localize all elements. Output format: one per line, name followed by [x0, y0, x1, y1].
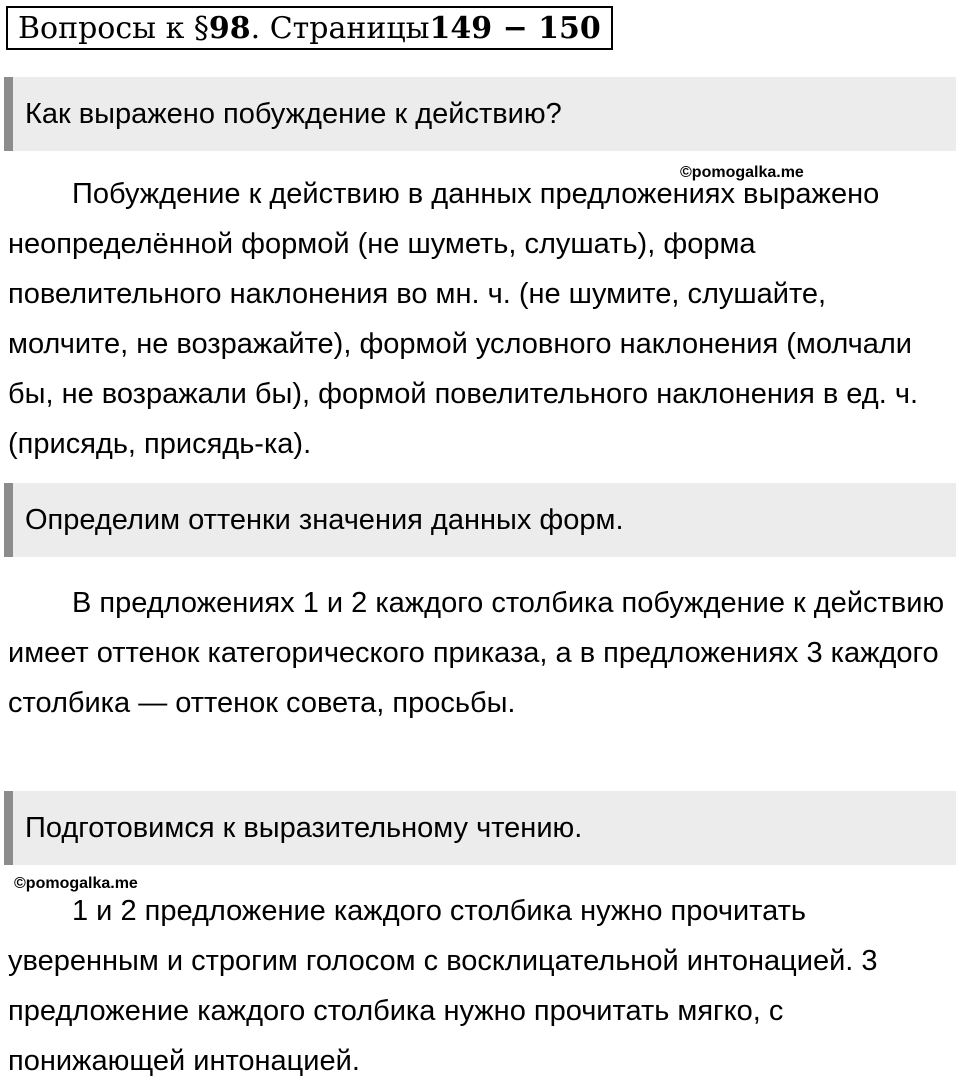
title-middle: . Страницы — [250, 10, 430, 46]
answer-text-2: В предложениях 1 и 2 каждого столбика побуждение к действию имеет оттенок категорического приказа, а в предложениях 3 каждого столбика — оттенок совета, просьбы. — [8, 587, 945, 719]
watermark-bottom: ©pomogalka.me — [14, 875, 138, 892]
answer-text-1: Побуждение к действию в данных предложениях выражено неопределённой формой (не шуметь, слушать), форма повелительного наклонения во мн. ч. (не шумите, слушайте, молчите, не возражайте), формой условного наклонения (молчали бы, не возражали бы), формой повелительного наклонения в ед. ч. (присядь, присядь-ка). — [8, 178, 919, 460]
title-prefix: Вопросы к § — [18, 10, 209, 46]
question-bar-3 — [4, 791, 956, 865]
paragraph-number: 98 — [208, 10, 251, 46]
question-text-3: Подготовимся к выразительному чтению. — [25, 811, 583, 844]
page-range: 149 − 150 — [429, 10, 601, 46]
answer-text-3: 1 и 2 предложение каждого столбика нужно прочитать уверенным и строгим голосом с восклицательной интонацией. 3 предложение каждого столбика нужно прочитать мягко, с понижающей интонацией. — [8, 895, 878, 1077]
question-text-1: Как выражено побуждение к действию? — [25, 97, 562, 130]
question-bar-1 — [4, 77, 956, 151]
question-text-2: Определим оттенки значения данных форм. — [25, 503, 624, 536]
question-bar-2 — [4, 483, 956, 557]
page-title — [6, 6, 613, 50]
watermark-top: ©pomogalka.me — [680, 164, 804, 181]
